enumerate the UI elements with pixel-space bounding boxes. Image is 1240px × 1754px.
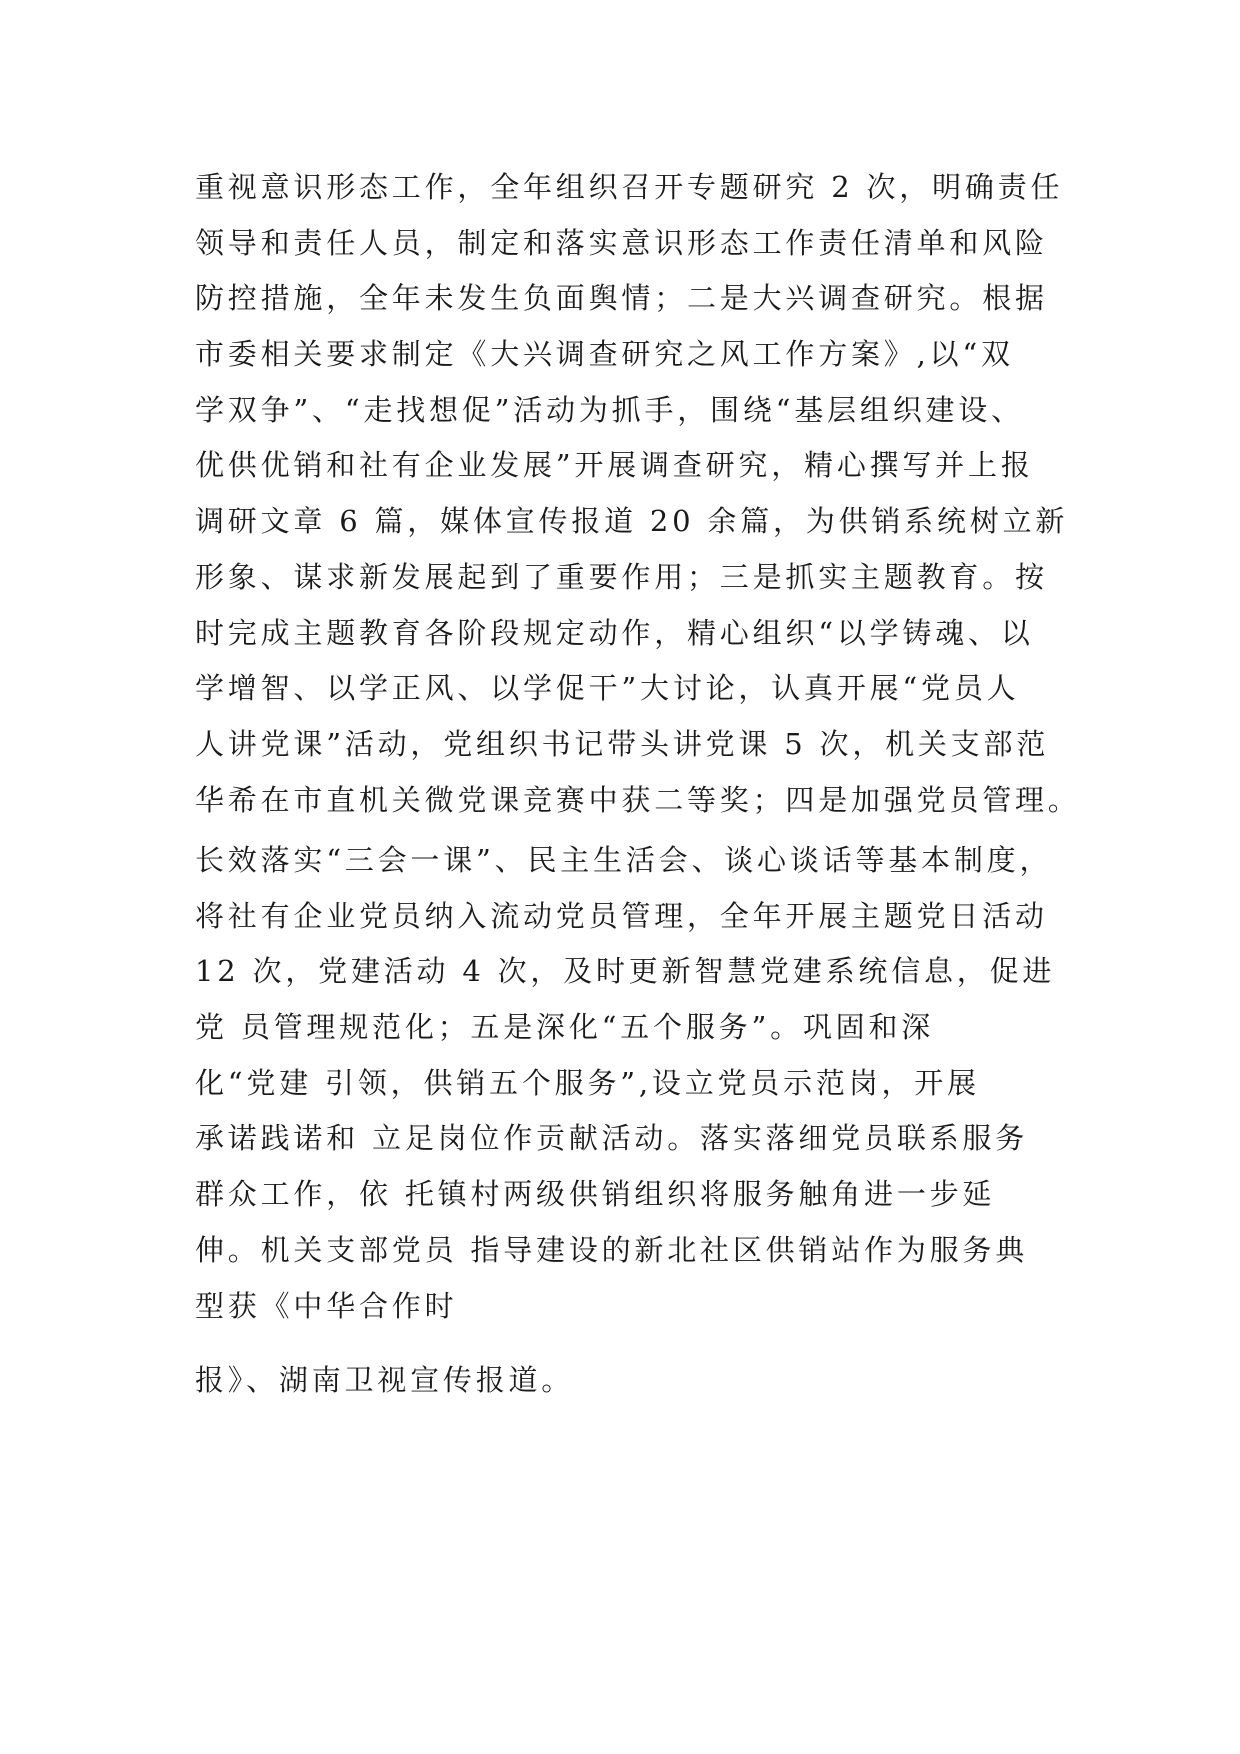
body-text-line: 调研文章 6 篇，媒体宣传报道 20 余篇，为供销系统树立新 — [195, 504, 1069, 538]
body-text-line: 型获《中华合作时 — [195, 1289, 458, 1323]
body-text-line: 将社有企业党员纳入流动党员管理，全年开展主题党日活动 — [195, 899, 1048, 933]
body-text-line: 领导和责任人员，制定和落实意识形态工作责任清单和风险 — [195, 226, 1048, 260]
body-text-line: 学双争”、“走找想促”活动为抓手，围绕“基层组织建设、 — [195, 393, 1024, 427]
body-text-line: 市委相关要求制定《大兴调查研究之风工作方案》,以“双 — [195, 337, 1014, 371]
body-text-line: 承诺践诺和 立足岗位作贡献活动。落实落细党员联系服务 — [195, 1121, 1029, 1155]
body-text-line: 党 员管理规范化；五是深化“五个服务”。巩固和深 — [195, 1010, 935, 1044]
body-text-line: 报》、湖南卫视宣传报道。 — [195, 1363, 575, 1397]
body-text-line: 华希在市直机关微党课竞赛中获二等奖；四是加强党员管理。 — [195, 783, 1081, 817]
body-text-line: 长效落实“三会一课”、民主生活会、谈心谈话等基本制度， — [195, 843, 1053, 877]
body-text-line: 伸。机关支部党员 指导建设的新北社区供销站作为服务典 — [195, 1233, 1029, 1267]
body-text-line: 重视意识形态工作，全年组织召开专题研究 2 次，明确责任 — [195, 170, 1064, 204]
body-text-line: 12 次，党建活动 4 次，及时更新智慧党建系统信息，促进 — [195, 954, 1056, 988]
body-text-line: 优供优销和社有企业发展”开展调查研究，精心撰写并上报 — [195, 448, 1034, 482]
body-text-line: 形象、谋求新发展起到了重要作用；三是抓实主题教育。按 — [195, 560, 1048, 594]
body-text-line: 学增智、以学正风、以学促干”大讨论，认真开展“党员人 — [195, 671, 1020, 705]
body-text-line: 防控措施，全年未发生负面舆情；二是大兴调查研究。根据 — [195, 281, 1048, 315]
body-text-line: 化“党建 引领，供销五个服务”,设立党员示范岗，开展 — [195, 1066, 980, 1100]
body-text-line: 人讲党课”活动，党组织书记带头讲党课 5 次，机关支部范 — [195, 727, 1050, 761]
body-text-line: 时完成主题教育各阶段规定动作，精心组织“以学铸魂、以 — [195, 616, 1034, 650]
body-text-line: 群众工作，依 托镇村两级供销组织将服务触角进一步延 — [195, 1177, 996, 1211]
